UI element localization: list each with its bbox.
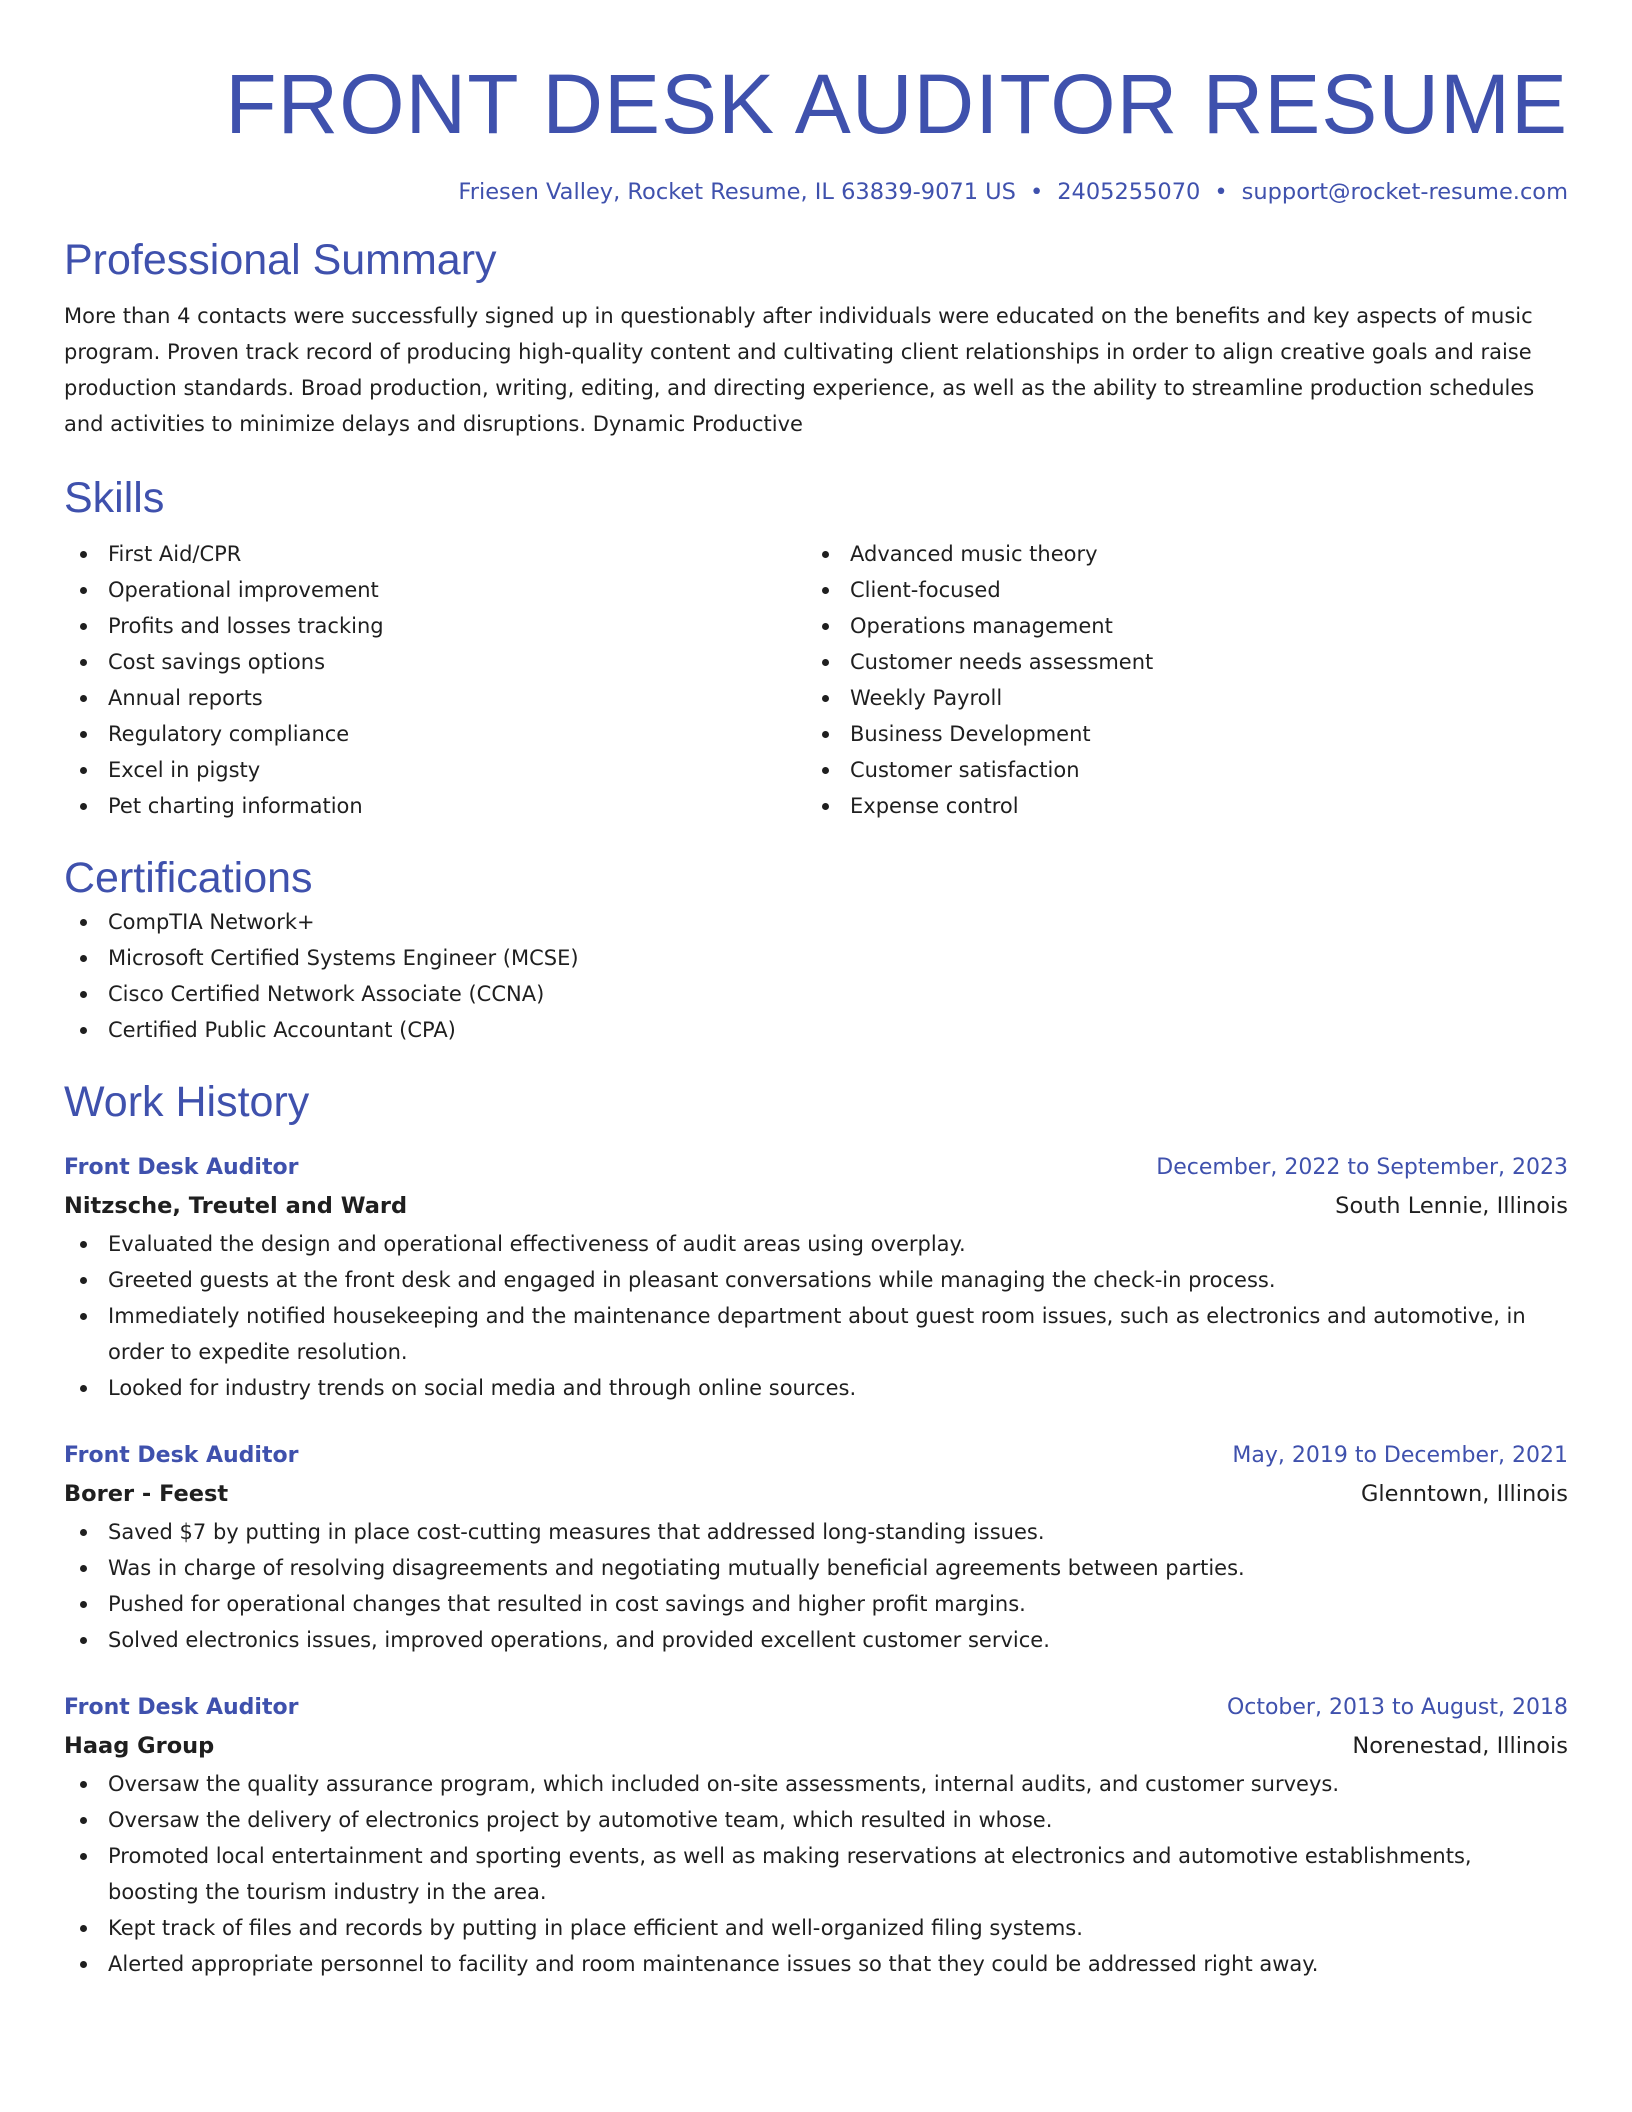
skill-item: Cost savings options — [64, 644, 806, 680]
job-duties — [64, 1514, 1568, 1658]
duty-item: Evaluated the design and operational effectiveness of audit areas using overplay. — [64, 1226, 1568, 1262]
skill-item: Business Development — [806, 716, 1548, 752]
certifications-list — [64, 904, 1568, 1048]
resume-title: FRONT DESK AUDITOR RESUME — [225, 57, 1568, 151]
address: Friesen Valley, Rocket Resume, IL 63839-9071 US — [458, 179, 1016, 205]
job-title: Front Desk Auditor — [64, 1443, 299, 1468]
skill-item: Expense control — [806, 788, 1548, 824]
skill-item: Operations management — [806, 608, 1548, 644]
company-name: Haag Group — [64, 1733, 215, 1759]
job-title-row — [64, 1438, 1568, 1474]
company-name: Borer - Feest — [64, 1481, 229, 1507]
job-title: Front Desk Auditor — [64, 1155, 299, 1180]
skill-item: Customer needs assessment — [806, 644, 1548, 680]
skill-item: Client-focused — [806, 572, 1548, 608]
summary-heading: Professional Summary — [64, 236, 497, 284]
duty-item: Promoted local entertainment and sporting events, as well as making reservations at electronics and automotive establishments, boosting the tourism industry in the area. — [64, 1838, 1568, 1910]
skill-item: First Aid/CPR — [64, 536, 806, 572]
job-title: Front Desk Auditor — [64, 1695, 299, 1720]
job-location: Glenntown, Illinois — [1361, 1481, 1568, 1507]
skill-item: Regulatory compliance — [64, 716, 806, 752]
duty-item: Kept track of files and records by putting in place efficient and well-organized filing systems. — [64, 1910, 1568, 1946]
duty-item: Greeted guests at the front desk and engaged in pleasant conversations while managing the check-in process. — [64, 1262, 1568, 1298]
work-history-heading: Work History — [64, 1078, 310, 1126]
job-entry — [64, 1150, 1568, 1406]
certification-item: Cisco Certified Network Associate (CCNA) — [64, 976, 1568, 1012]
phone: 2405255070 — [1057, 179, 1201, 205]
certifications-heading: Certifications — [64, 854, 313, 902]
skills-column-right — [806, 536, 1548, 824]
duty-item: Pushed for operational changes that resulted in cost savings and higher profit margins. — [64, 1586, 1568, 1622]
resume-header — [64, 56, 1568, 208]
job-company-row — [64, 1726, 1568, 1766]
job-duties — [64, 1766, 1568, 1982]
duty-item: Was in charge of resolving disagreements and negotiating mutually beneficial agreements between parties. — [64, 1550, 1568, 1586]
job-dates: December, 2022 to September, 2023 — [1156, 1155, 1568, 1180]
separator: • — [1214, 179, 1228, 205]
resume-page — [64, 0, 1568, 1982]
duty-item: Solved electronics issues, improved operations, and provided excellent customer service. — [64, 1622, 1568, 1658]
job-company-row — [64, 1474, 1568, 1514]
certification-item: Certified Public Accountant (CPA) — [64, 1012, 1568, 1048]
job-title-row — [64, 1690, 1568, 1726]
company-name: Nitzsche, Treutel and Ward — [64, 1193, 408, 1219]
email: support@rocket-resume.com — [1241, 179, 1568, 205]
duty-item: Oversaw the quality assurance program, which included on-site assessments, internal audits, and customer surveys. — [64, 1766, 1568, 1802]
job-duties — [64, 1226, 1568, 1406]
duty-item: Oversaw the delivery of electronics project by automotive team, which resulted in whose. — [64, 1802, 1568, 1838]
skill-item: Advanced music theory — [806, 536, 1548, 572]
duty-item: Looked for industry trends on social media and through online sources. — [64, 1370, 1568, 1406]
skill-item: Profits and losses tracking — [64, 608, 806, 644]
skill-item: Operational improvement — [64, 572, 806, 608]
job-title-row — [64, 1150, 1568, 1186]
duty-item: Saved $7 by putting in place cost-cutting measures that addressed long-standing issues. — [64, 1514, 1568, 1550]
duty-item: Immediately notified housekeeping and the maintenance department about guest room issues, such as electronics and automotive, in order to expedite resolution. — [64, 1298, 1568, 1370]
job-entry — [64, 1690, 1568, 1982]
skill-item: Excel in pigsty — [64, 752, 806, 788]
contact-line — [64, 176, 1568, 208]
duty-item: Alerted appropriate personnel to facility and room maintenance issues so that they could be addressed right away. — [64, 1946, 1568, 1982]
skills-column-left — [64, 536, 806, 824]
skill-item: Pet charting information — [64, 788, 806, 824]
job-company-row — [64, 1186, 1568, 1226]
job-dates: October, 2013 to August, 2018 — [1226, 1695, 1568, 1720]
certification-item: Microsoft Certified Systems Engineer (MCSE) — [64, 940, 1568, 976]
separator: • — [1029, 179, 1044, 205]
skill-item: Annual reports — [64, 680, 806, 716]
job-dates: May, 2019 to December, 2021 — [1232, 1443, 1568, 1468]
skills-list — [64, 536, 1568, 824]
skill-item: Weekly Payroll — [806, 680, 1548, 716]
job-entry — [64, 1438, 1568, 1658]
job-location: Norenestad, Illinois — [1352, 1733, 1568, 1759]
certification-item: CompTIA Network+ — [64, 904, 1568, 940]
skills-heading: Skills — [64, 474, 165, 522]
skill-item: Customer satisfaction — [806, 752, 1548, 788]
summary-text: More than 4 contacts were successfully signed up in questionably after individuals were educated on the benefits and key aspects of music program. Proven track record of producing high-quality content and cultivating client relationships in order to align creative goals and raise production standards. Broad production, writing, editing, and directing experience, as well as the ability to streamline production schedules and activities to minimize delays and disruptions. Dynamic Productive — [64, 304, 1535, 436]
job-location: South Lennie, Illinois — [1335, 1193, 1568, 1219]
